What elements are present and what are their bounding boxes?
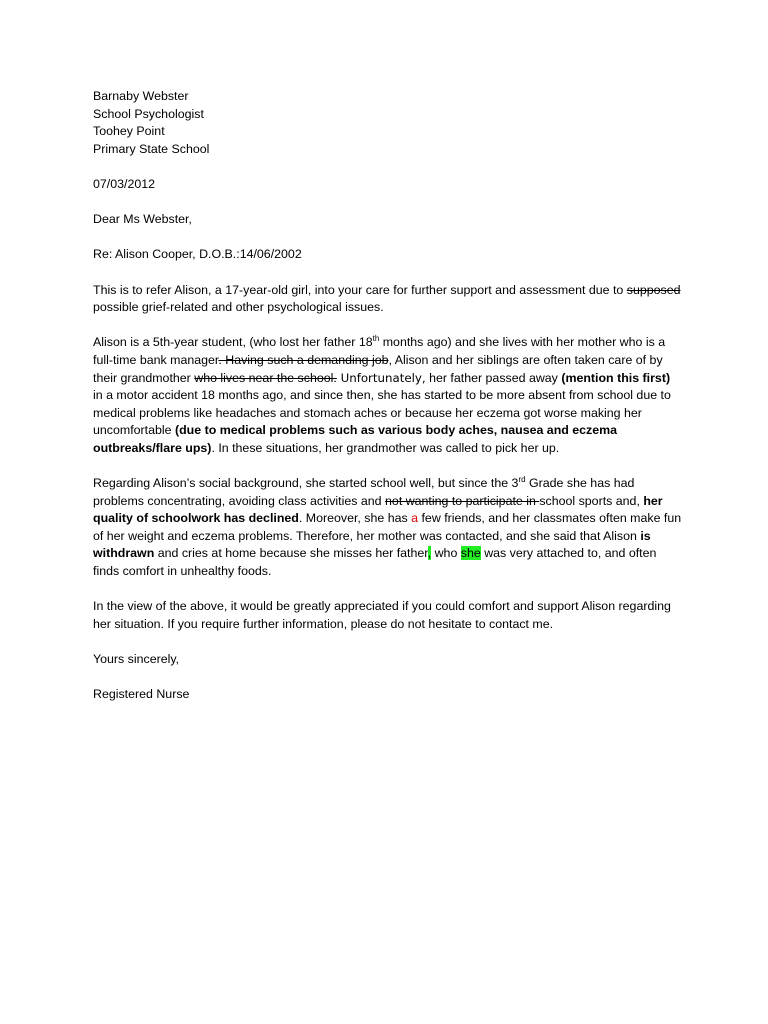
p3-text-e: few friends, and her classmates often make fun of her weight and eczema problems. Therefore, her mother was contacted, and she said that Alison — [93, 511, 682, 543]
p3-text-g: who — [431, 546, 461, 561]
salutation: Dear Ms Webster, — [93, 212, 192, 227]
p3-highlight-she: she — [460, 546, 481, 561]
paragraph-1 — [93, 282, 683, 317]
sender-school: Primary State School — [93, 141, 210, 156]
paragraph-4: In the view of the above, it would be greatly appreciated if you could comfort and support Alison regarding her situation. If you require further information, please do not hesitate to contact me. — [93, 599, 671, 631]
p3-red-insert: a — [411, 511, 419, 526]
p2-text-g: . In these situations, her grandmother was called to pick her up. — [211, 440, 560, 455]
p2-text-f: in a motor accident 18 months ago, and since then, she has started to be more absent from school due to medical problems like headaches and stomach aches or because her eczema got worse making her uncomfortable — [93, 388, 671, 438]
p3-text-h: was very attached to, and often finds comfort in unhealthy foods. — [93, 546, 657, 579]
sender-address — [93, 88, 683, 158]
sender-title: School Psychologist — [93, 106, 204, 121]
p2-text-c: , Alison and her siblings are often taken care of by their grandmother — [93, 352, 663, 385]
p1-deleted-text: supposed — [626, 282, 681, 297]
letter-body — [93, 88, 683, 721]
sender-name: Barnaby Webster — [93, 89, 189, 103]
p3-text-a: Regarding Alison’s social background, she started school well, but since the 3 — [93, 476, 519, 491]
p1-text: This is to refer Alison, a 17-year-old girl, into your care for further support and assessment due to — [93, 282, 627, 297]
p3-text-b: Grade she has had problems concentrating, avoiding class activities and — [93, 476, 635, 508]
p1-inserted-text: possible — [93, 300, 139, 315]
p3-text-c: school sports and, — [539, 493, 644, 508]
p2-text-e: her father passed away — [425, 370, 562, 385]
p2-inserted-text: Unfortunately, — [336, 370, 426, 385]
paragraph-3 — [93, 475, 683, 581]
p2-superscript: th — [372, 334, 380, 344]
p3-highlight-comma: , — [427, 546, 432, 561]
p2-bold-insert: (due to medical problems such as various body aches, nausea and eczema outbreaks/flare ups) — [93, 423, 618, 455]
p1-text-end: grief-related and other psychological issues. — [138, 300, 384, 315]
p2-deleted-text-2: who lives near the school. — [194, 370, 337, 385]
p3-text-f: and cries at home because she misses her father — [154, 546, 428, 561]
subject-line: Re: Alison Cooper, D.O.B.:14/06/2002 — [93, 247, 302, 262]
spacer — [93, 158, 683, 176]
p3-text-d: . Moreover, she has — [298, 511, 412, 526]
p3-bold-insert-2: is withdrawn — [93, 528, 651, 561]
closing: Yours sincerely, — [93, 652, 180, 666]
p2-bold-note: (mention this first) — [561, 370, 671, 385]
signature: Registered Nurse — [93, 687, 190, 702]
paragraph-2 — [93, 334, 683, 457]
p2-text-b: months ago) and she lives with her mother who is a full-time bank manager — [93, 335, 666, 367]
sender-location: Toohey Point — [93, 124, 165, 139]
letter-date: 07/03/2012 — [93, 176, 156, 191]
p3-deleted-text: not wanting to participate in — [385, 493, 540, 508]
p3-superscript: rd — [518, 474, 526, 484]
p2-deleted-text-1: . Having such a demanding job — [218, 352, 389, 367]
p2-text-a: Alison is a 5th-year student, (who lost her father 18 — [93, 335, 373, 350]
p3-bold-insert-1: her quality of schoolwork has declined — [93, 493, 663, 526]
